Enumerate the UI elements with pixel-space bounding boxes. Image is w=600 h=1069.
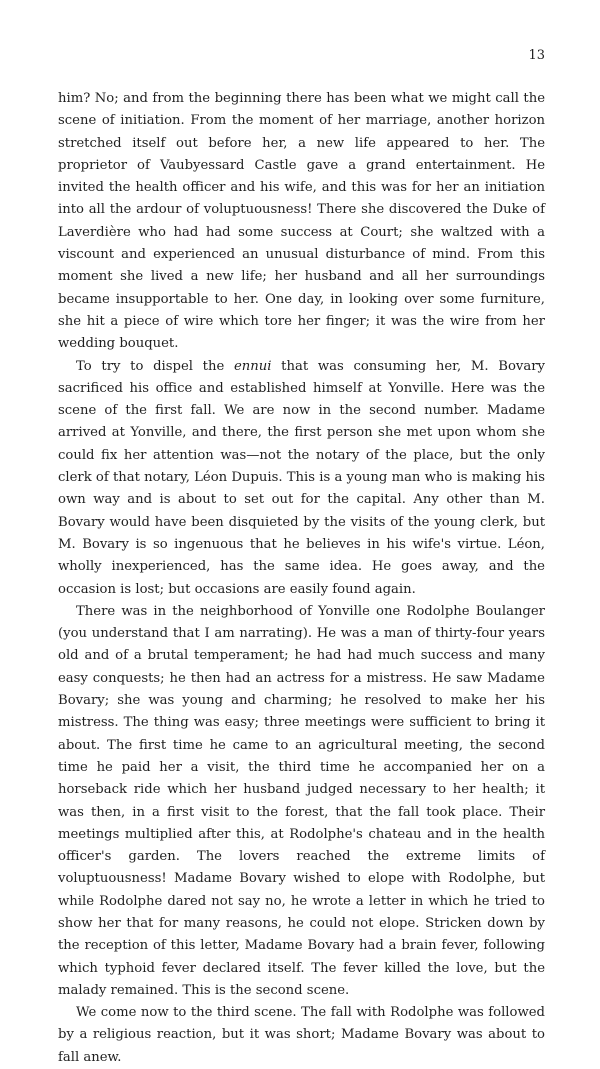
- paragraph-initiation: him? No; and from the beginning there has been what we might call the scene of initiation. From the moment of her marriage, another horizon stretched itself out before her, a new life appeared to her. The proprietor of Vaubyessard Castle gave a grand entertainment. He invited the health officer and his wife, and this was for her an initiation into all the ardour of voluptuousness! There she discovered the Duke of Laverdière who had had some success at Court; she waltzed with a viscount and experienced an unusual disturbance of mind. From this moment she lived a new life; her husband and all her surroundings became insupportable to her. One day, in looking over some furniture, she hit a piece of wire which tore her finger; it was the wire from her wedding bouquet.: [58, 91, 545, 352]
- italic-ennui: ennui: [233, 358, 272, 374]
- paragraph-second-scene: There was in the neighborhood of Yonville one Rodolphe Boulanger (you understand that I am narrating). He was a man of thirty-four years old and of a brutal temperament; he had had much success and many easy conquests; he then had an actress for a mistress. He saw Madame Bovary; she was young and charming; he resolved to make her his mistress. The thing was easy; three meetings were sufficient to bring it about. The first time he came to an agricultural meeting, the second time he paid her a visit, the third time he accompanied her on a horseback ride which her husband judged necessary to her health; it was then, in a first visit to the forest, that the fall took place. Their meetings multiplied after this, at Rodolphe's chateau and in the health officer's garden. The lovers reached the extreme limits of voluptuousness! Madame Bovary wished to elope with Rodolphe, but while Rodolphe dared not say no, he wrote a letter in which he tried to show her that for many reasons, he could not elope. Stricken down by the reception of this letter, Madame Bovary had a brain fever, following which typhoid fever declared itself. The fever killed the love, but the malady remained. This is the second scene.: [58, 603, 545, 998]
- paragraph-first-fall-rest: that was consuming her, M. Bovary sacrificed his office and established himself at Yonville. Here was the scene of the first fall. We are now in the second number. Madame arrived at Yonville, and there, the first person she met upon whom she could fix her attention was—not the notary of the place, but the only clerk of that notary, Léon Dupuis. This is a young man who is making his own way and is about to set out for the capital. Any other than M. Bovary would have been disquieted by the visits of the young clerk, but M. Bovary is so ingenuous that he believes in his wife's virtue. Léon, wholly inexperienced, has the same idea. He goes away, and the occasion is lost; but occasions are easily found again.: [58, 358, 545, 597]
- paragraph-first-fall: [58, 356, 545, 601]
- paragraph-third-scene: We come now to the third scene. The fall with Rodolphe was followed by a religious reaction, but it was short; Madame Bovary was about to fall anew.: [58, 1005, 545, 1065]
- body-text: [58, 88, 545, 1069]
- paragraph-first-fall-start: To try to dispel the: [76, 358, 234, 374]
- page-number: 13: [528, 48, 545, 63]
